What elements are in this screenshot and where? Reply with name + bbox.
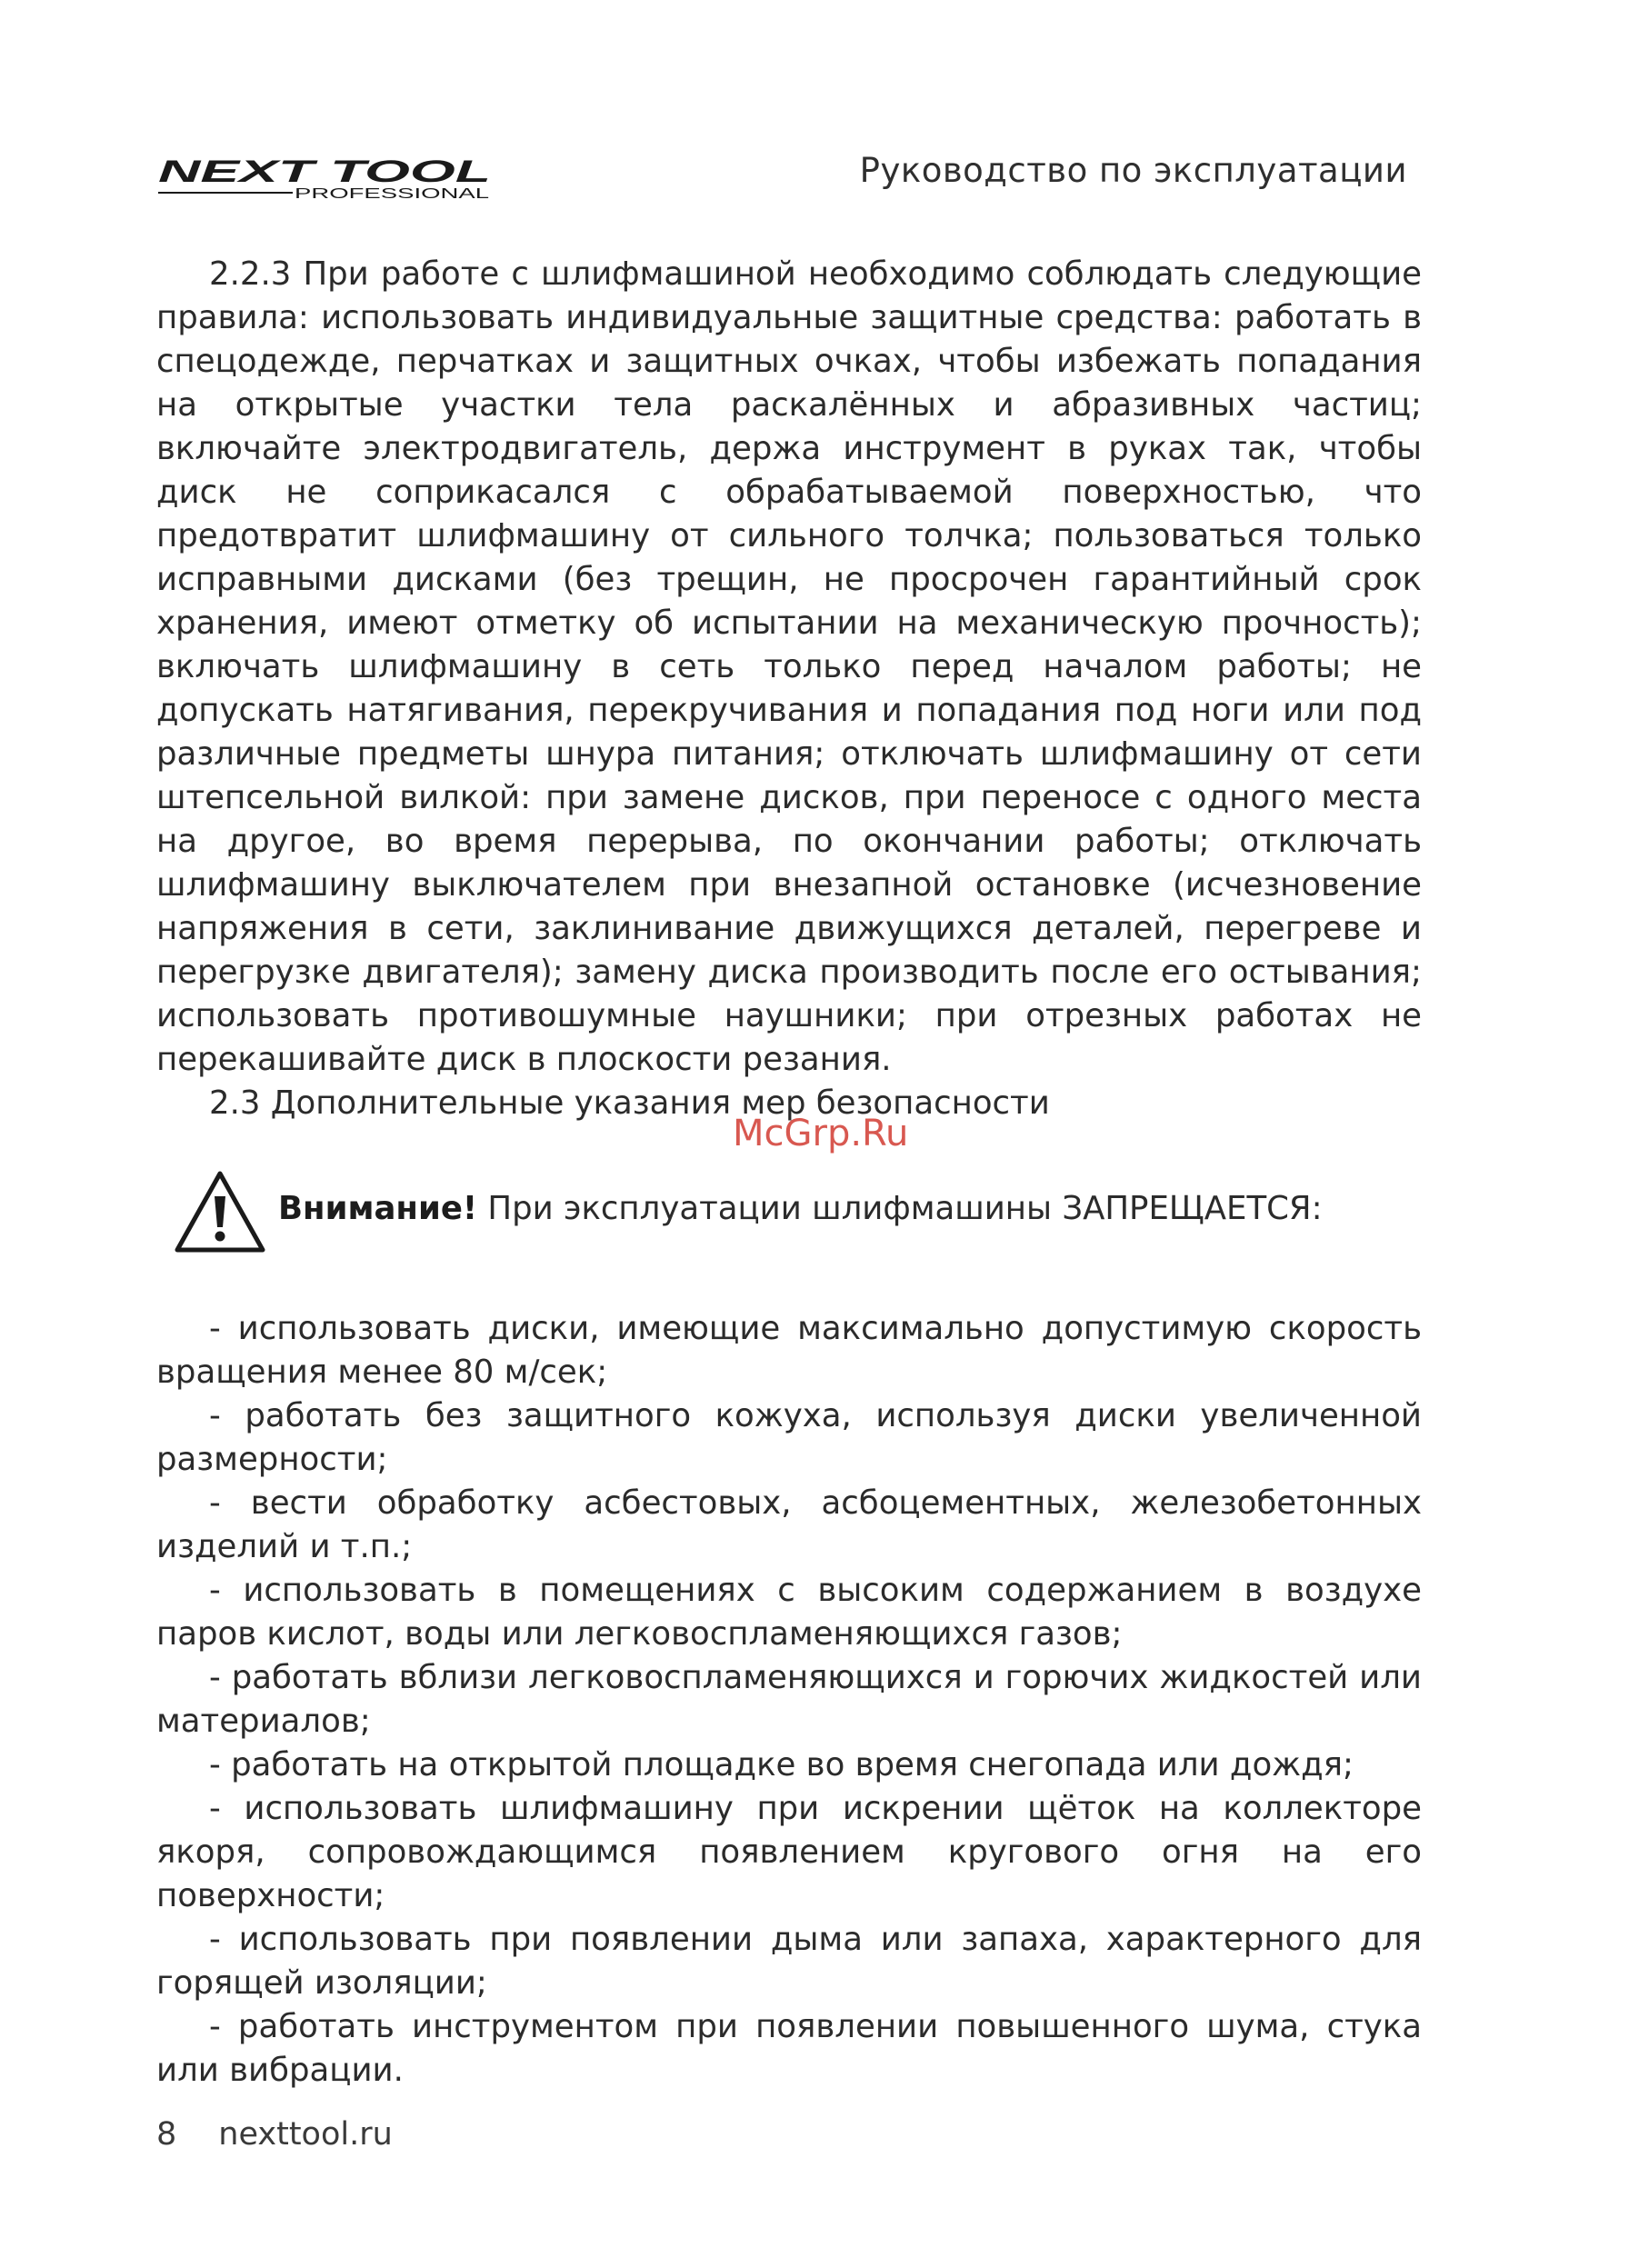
warning-label: Внимание! xyxy=(278,1190,478,1227)
list-item: - вести обработку асбестовых, асбоцементных, железобетонных изделий и т.п.; xyxy=(156,1484,1422,1565)
brand-logo xyxy=(156,151,493,205)
list-item: - использовать диски, имеющие максимально допустимую скорость вращения менее 80 м/сек; xyxy=(156,1310,1422,1391)
warning-message: При эксплуатации шлифмашины ЗАПРЕЩАЕТСЯ: xyxy=(477,1190,1323,1227)
list-item: - использовать в помещениях с высоким содержанием в воздухе паров кислот, воды или легковоспламеняющихся газов; xyxy=(156,1572,1422,1653)
section-title-2-3: 2.3 Дополнительные указания мер безопасности xyxy=(209,1084,1050,1122)
list-item: - работать на открытой площадке во время снегопада или дождя; xyxy=(209,1746,1354,1783)
logo-subtext: PROFESSIONAL xyxy=(295,186,490,202)
warning-triangle-icon xyxy=(173,1169,267,1254)
page-content xyxy=(156,253,1422,2093)
paragraph-2-2-3: 2.2.3 При работе с шлифмашиной необходимо соблюдать следующие правила: использовать индивидуальные защитные средства: работать в спецодежде, перчатках и защитных очках, чтобы избежать попадания на открытые участки тела раскалённых и абразивных частиц; включайте электродвигатель, держа инструмент в руках так, чтобы диск не соприкасался с обрабатываемой поверхностью, что предотвратит шлифмашину от сильного толчка; пользоваться только исправными дисками (без трещин, не просрочен гарантийный срок хранения, имеют отметку об испытании на механическую прочность); включать шлифмашину в сеть только перед началом работы; не допускать натягивания, перекручивания и попадания под ноги или под различные предметы шнура питания; отключать шлифмашину от сети штепсельной вилкой: при замене дисков, при переносе с одного места на другое, во время перерыва, по окончании работы; отключать шлифмашину выключателем при внезапной остановке (исчезновение напряжения в сети, заклинивание движущихся деталей, перегреве и перегрузке двигателя); замену диска производить после его остывания; использовать противошумные наушники; при отрезных работах не перекашивайте диск в плоскости резания. xyxy=(156,255,1422,1078)
logo-text: NEXT TOOL xyxy=(158,155,491,189)
list-item: - работать вблизи легковоспламеняющихся и горючих жидкостей или материалов; xyxy=(156,1659,1422,1740)
footer-site-link[interactable]: nexttool.ru xyxy=(218,2116,393,2153)
page-footer xyxy=(156,2116,393,2153)
page-number: 8 xyxy=(156,2116,177,2153)
document-title: Руководство по эксплуатации xyxy=(859,151,1407,190)
list-item: - работать инструментом при появлении повышенного шума, стука или вибрации. xyxy=(156,2008,1422,2089)
list-item: - работать без защитного кожуха, используя диски увеличенной размерности; xyxy=(156,1397,1422,1478)
warning-block xyxy=(156,1160,1422,1287)
list-item: - использовать шлифмашину при искрении щёток на коллекторе якоря, сопровождающимся появлением кругового огня на его поверхности; xyxy=(156,1790,1422,1914)
list-item: - использовать при появлении дыма или запаха, характерного для горящей изоляции; xyxy=(156,1921,1422,2002)
watermark: McGrp.Ru xyxy=(733,1113,909,1154)
warning-text xyxy=(278,1187,1323,1231)
